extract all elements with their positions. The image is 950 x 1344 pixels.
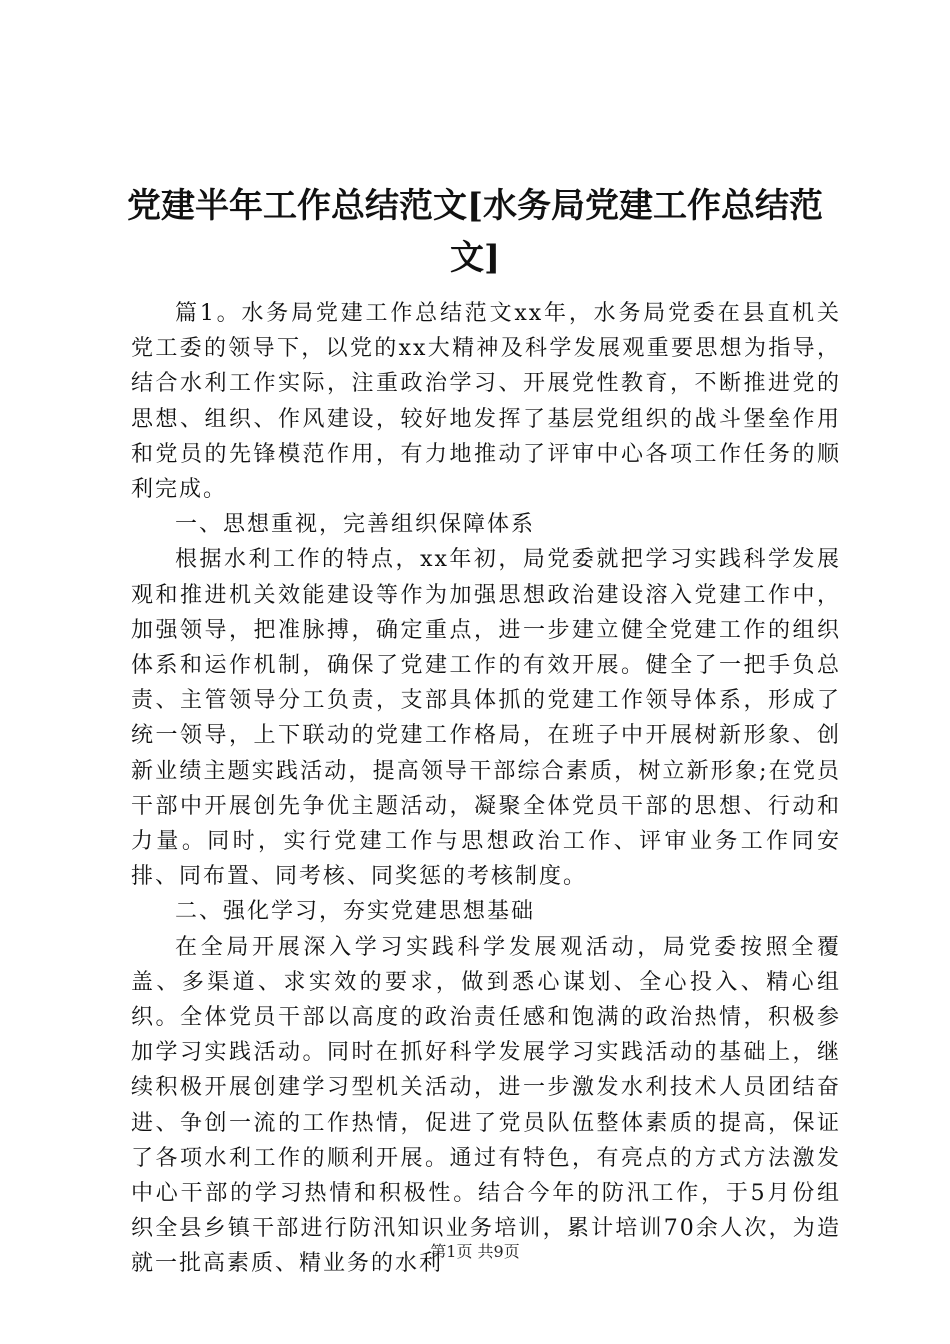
paragraph-section-2: 在全局开展深入学习实践科学发展观活动，局党委按照全覆盖、多渠道、求实效的要求，做到悉心谋划、全心投入、精心组织。全体党员干部以高度的政治责任感和饱满的政治热情，积极参加学习实践活动。同时在抓好科学发展学习实践活动的基础上，继续积极开展创建学习型机关活动，进一步激发水利技术人员团结奋进、争创一流的工作热情，促进了党员队伍整体素质的提高，保证了各项水利工作的顺利开展。通过有特色，有亮点的方式方法激发中心干部的学习热情和积极性。结合今年的防汛工作，于5月份组织全县乡镇干部进行防汛知识业务培训，累计培训70余人次，为造就一批高素质、精业务的水利 [131, 934, 841, 1277]
section-heading-2: 二、强化学习，夯实党建思想基础 [175, 899, 536, 925]
paragraph-intro: 篇1。水务局党建工作总结范文xx年，水务局党委在县直机关党工委的领导下，以党的xx大精神及科学发展观重要思想为指导，结合水利工作实际，注重政治学习、开展党性教育，不断推进党的思想、组织、作风建设，较好地发挥了基层党组织的战斗堡垒作用和党员的先锋模范作用，有力地推动了评审中心各项工作任务的顺利完成。 [131, 301, 841, 503]
page-number-footer: 第1页 共9页 [430, 1242, 520, 1261]
paragraph-section-1: 根据水利工作的特点，xx年初，局党委就把学习实践科学发展观和推进机关效能建设等作为加强思想政治建设溶入党建工作中，加强领导，把准脉搏，确定重点，进一步建立健全党建工作的组织体系和运作机制，确保了党建工作的有效开展。健全了一把手负总责、主管领导分工负责，支部具体抓的党建工作领导体系，形成了统一领导，上下联动的党建工作格局，在班子中开展树新形象、创新业绩主题实践活动，提高领导干部综合素质，树立新形象;在党员干部中开展创先争优主题活动，凝聚全体党员干部的思想、行动和力量。同时，实行党建工作与思想政治工作、评审业务工作同安排、同布置、同考核、同奖惩的考核制度。 [131, 547, 841, 890]
document-title: 党建半年工作总结范文[水务局党建工作总结范文] [126, 186, 824, 278]
section-heading-1: 一、思想重视，完善组织保障体系 [175, 512, 536, 538]
document-body [131, 296, 841, 1282]
